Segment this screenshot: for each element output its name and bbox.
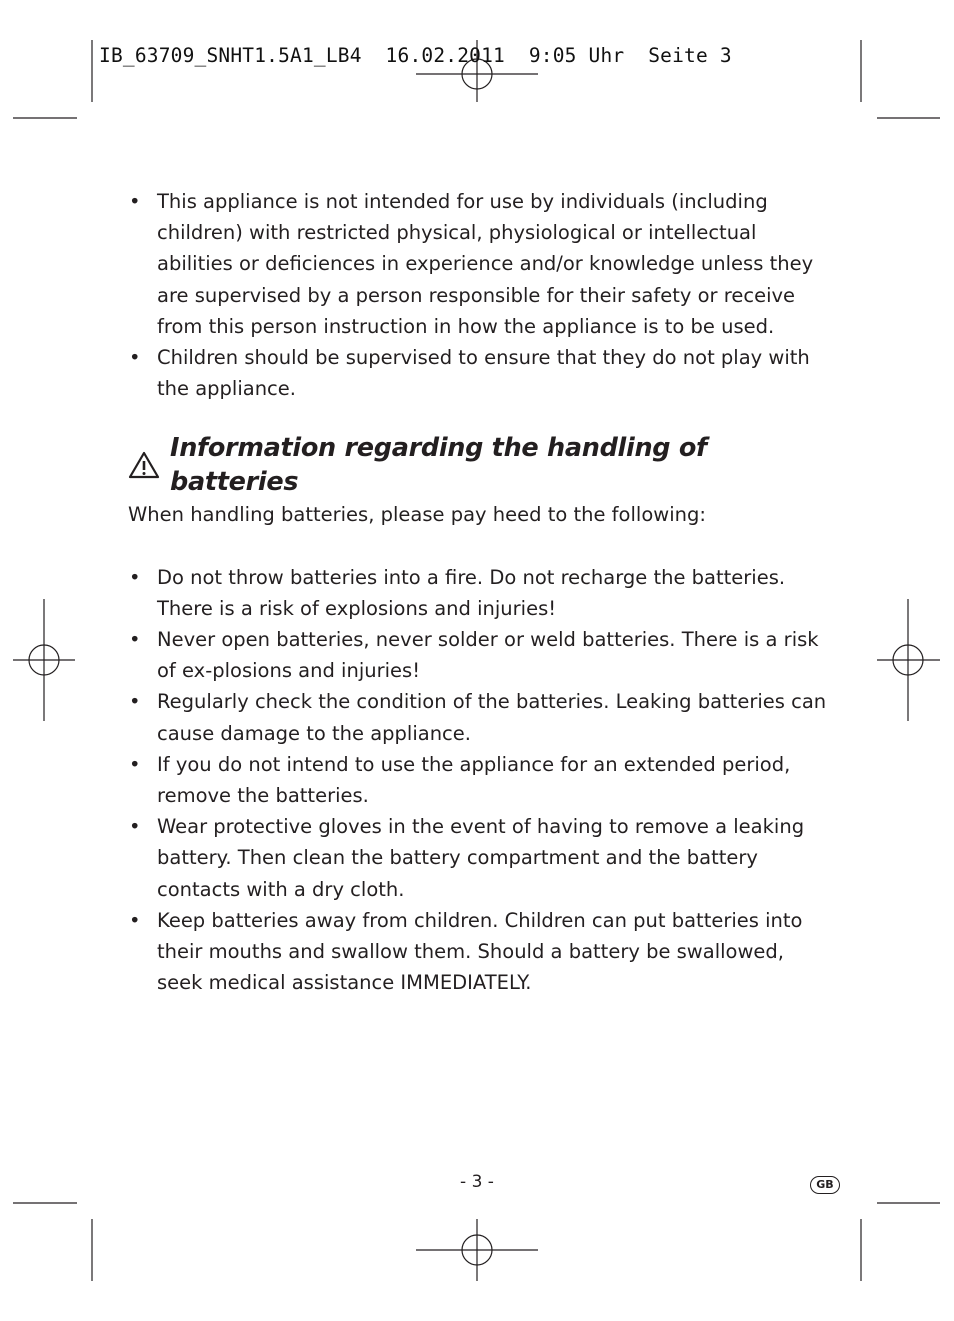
section-intro: When handling batteries, please pay heed to the following:	[128, 503, 706, 527]
print-slug-line: IB_63709_SNHT1.5A1_LB4 16.02.2011 9:05 Uhr Seite 3	[99, 44, 732, 67]
section-heading	[128, 431, 828, 499]
list-item: • If you do not intend to use the appliance for an extended period, remove the batteries.	[128, 749, 828, 811]
list-item: • Regularly check the condition of the batteries. Leaking batteries can cause damage to the appliance.	[128, 686, 828, 748]
list-item: • Never open batteries, never solder or weld batteries. There is a risk of ex-plosions and injuries!	[128, 624, 828, 686]
page-number: - 3 -	[460, 1172, 494, 1192]
list-item: • This appliance is not intended for use by individuals (including children) with restricted physical, physiological or intellectual abilities or deficiences in experience and/or knowledge unless they are supervised by a person responsible for their safety or receive from this person instruction in how the appliance is to be used.	[128, 186, 828, 342]
safety-bullet-list	[128, 186, 828, 404]
language-badge: GB	[810, 1176, 840, 1194]
section-title: Information regarding the handling of batteries	[170, 433, 707, 498]
list-item: • Wear protective gloves in the event of having to remove a leaking battery. Then clean the battery compartment and the battery contacts with a dry cloth.	[128, 811, 828, 905]
list-item: • Do not throw batteries into a fire. Do not recharge the batteries. There is a risk of explosions and injuries!	[128, 562, 828, 624]
list-item: • Keep batteries away from children. Children can put batteries into their mouths and swallow them. Should a battery be swallowed, seek medical assistance IMMEDIATELY.	[128, 905, 828, 999]
page-content	[128, 186, 828, 998]
battery-bullet-list	[128, 562, 828, 999]
warning-triangle-icon	[128, 451, 160, 479]
list-item: • Children should be supervised to ensure that they do not play with the appliance.	[128, 342, 828, 404]
